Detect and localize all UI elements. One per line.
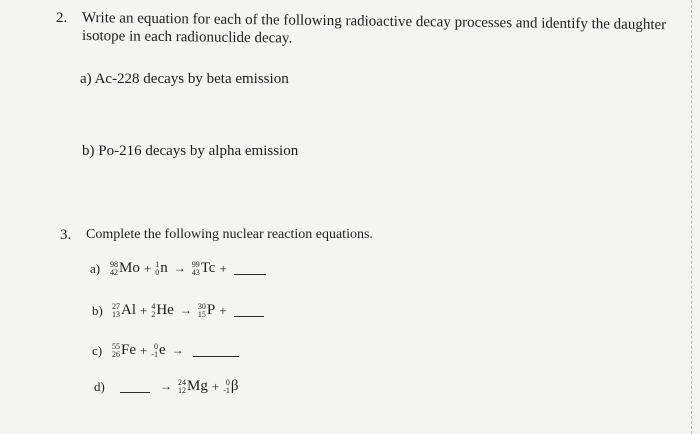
element-symbol: Al <box>121 302 136 318</box>
mass-number: 1 <box>155 259 160 269</box>
equation-3d <box>94 378 239 395</box>
atomic-number: -1 <box>223 385 230 395</box>
nuclide-neutron <box>155 260 168 277</box>
element-symbol: P <box>206 302 216 318</box>
mass-number: 27 <box>112 301 120 311</box>
question-2-text: Write an equation for each of the following radioactive decay processes and identify the daughter isotope in each radionuclide decay. <box>82 10 667 47</box>
nuclide-molybdenum <box>110 260 140 277</box>
plus-sign: + <box>140 302 148 318</box>
mass-number: 99 <box>191 259 200 269</box>
element-symbol: Mg <box>187 378 208 394</box>
nuclide-iron <box>112 342 136 359</box>
plus-sign: + <box>219 260 227 276</box>
question-2a: a) Ac-228 decays by beta emission <box>80 71 289 87</box>
answer-blank[interactable] <box>234 304 264 317</box>
element-symbol: He <box>156 302 174 318</box>
mass-number: 0 <box>225 377 230 387</box>
mass-number: 0 <box>154 341 159 351</box>
element-symbol: Fe <box>121 342 136 358</box>
question-3-text: Complete the following nuclear reaction equations. <box>86 227 373 242</box>
element-symbol: β <box>230 378 239 394</box>
atomic-number: 42 <box>110 267 118 277</box>
equation-label: b) <box>92 302 103 318</box>
equation-3b <box>92 302 264 319</box>
plus-sign: + <box>143 260 152 276</box>
nuclide-electron <box>151 342 165 359</box>
nuclide-beta <box>223 378 238 395</box>
element-symbol: Tc <box>200 260 216 276</box>
element-symbol: n <box>160 260 168 276</box>
reaction-arrow: → <box>160 379 172 393</box>
equation-3c <box>92 342 239 359</box>
atomic-number: 15 <box>197 309 206 319</box>
atomic-number: 2 <box>151 309 156 319</box>
equation-label: a) <box>90 260 101 276</box>
question-2-number: 2. <box>56 10 68 26</box>
equation-label: d) <box>94 378 105 394</box>
atomic-number: 26 <box>112 349 120 359</box>
plus-sign: + <box>219 302 227 318</box>
reaction-arrow: → <box>179 303 192 317</box>
element-symbol: Mo <box>119 260 140 276</box>
answer-blank[interactable] <box>193 344 239 357</box>
nuclide-magnesium <box>178 378 208 395</box>
equation-3a <box>90 260 266 277</box>
mass-number: 98 <box>110 259 118 269</box>
mass-number: 30 <box>197 301 206 311</box>
page-edge <box>691 0 692 434</box>
reaction-arrow: → <box>171 343 184 357</box>
mass-number: 4 <box>151 301 156 311</box>
answer-blank[interactable] <box>120 380 150 393</box>
element-symbol: e <box>159 342 166 358</box>
nuclide-technetium <box>192 260 216 277</box>
atomic-number: 13 <box>112 309 120 319</box>
equation-label: c) <box>92 342 103 358</box>
plus-sign: + <box>211 378 220 394</box>
atomic-number: -1 <box>151 349 159 359</box>
nuclide-aluminum <box>112 302 136 319</box>
question-3-number: 3. <box>60 227 72 243</box>
plus-sign: + <box>140 342 148 358</box>
reaction-arrow: → <box>173 261 186 275</box>
nuclide-helium <box>151 302 174 319</box>
atomic-number: 0 <box>155 267 160 277</box>
question-2b: b) Po-216 decays by alpha emission <box>82 143 299 159</box>
atomic-number: 12 <box>178 385 186 395</box>
atomic-number: 43 <box>191 267 200 277</box>
nuclide-phosphorus <box>198 302 215 319</box>
mass-number: 55 <box>112 341 120 351</box>
mass-number: 24 <box>178 377 186 387</box>
answer-blank[interactable] <box>234 262 266 275</box>
